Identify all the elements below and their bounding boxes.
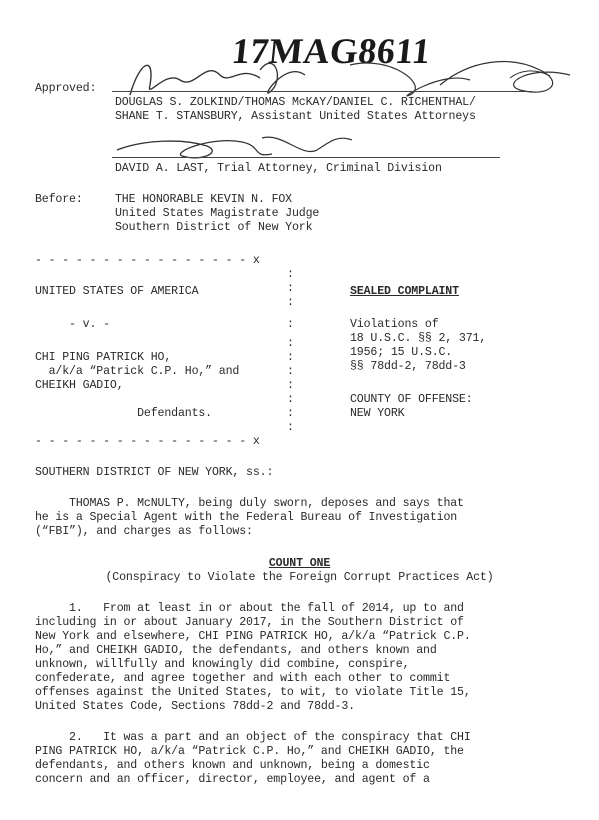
caption-bottom-dashes: - - - - - - - - - - - - - - - - x (35, 435, 260, 448)
versus: - v. - (35, 318, 110, 331)
para1-line-1: including in or about January 2017, in the Southern District of (35, 616, 464, 629)
intro-line-0: THOMAS P. McNULTY, being duly sworn, deposes and says that (35, 497, 464, 510)
violations-0: Violations of (350, 318, 439, 331)
before-label: Before: (35, 193, 83, 206)
approved-label: Approved: (35, 82, 97, 95)
colon-5: : (287, 351, 294, 364)
para1-line-0: 1. From at least in or about the fall of 2014, up to and (35, 602, 464, 615)
judge-title: United States Magistrate Judge (115, 207, 320, 220)
intro-line-1: he is a Special Agent with the Federal Bureau of Investigation (35, 511, 458, 524)
para2-line-0: 2. It was a part and an object of the conspiracy that CHI (35, 731, 471, 744)
colon-3: : (287, 318, 294, 331)
county-value: NEW YORK (350, 407, 405, 420)
colon-10: : (287, 421, 294, 434)
plaintiff-name: UNITED STATES OF AMERICA (35, 285, 199, 298)
colon-1: : (287, 282, 294, 295)
count-subtitle: (Conspiracy to Violate the Foreign Corrupt Practices Act) (105, 571, 494, 584)
colon-2: : (287, 296, 294, 309)
violations-3: §§ 78dd-2, 78dd-3 (350, 360, 466, 373)
caption-top-dashes: - - - - - - - - - - - - - - - - x (35, 254, 260, 267)
judge-name: THE HONORABLE KEVIN N. FOX (115, 193, 292, 206)
judge-district: Southern District of New York (115, 221, 313, 234)
defendant-2-name: CHEIKH GADIO, (35, 379, 124, 392)
approval-signature-line (112, 91, 532, 92)
colon-4: : (287, 337, 294, 350)
venue-line: SOUTHERN DISTRICT OF NEW YORK, ss.: (35, 466, 274, 479)
case-number-stamp: 17MAG8611 (229, 31, 433, 71)
defendant-1-aka: a/k/a “Patrick C.P. Ho,” and (35, 365, 240, 378)
para1-line-2: New York and elsewhere, CHI PING PATRICK HO, a/k/a “Patrick C.P. (35, 630, 471, 643)
para2-line-2: defendants, and others known and unknown, being a domestic (35, 759, 430, 772)
trial-attorney-signature-line (112, 157, 500, 158)
colon-6: : (287, 365, 294, 378)
para1-line-7: United States Code, Sections 78dd-2 and 78dd-3. (35, 700, 355, 713)
count-title: COUNT ONE (268, 557, 331, 570)
para1-line-6: offenses against the United States, to wit, to violate Title 15, (35, 686, 471, 699)
para1-line-5: confederate, and agree together and with each other to commit (35, 672, 451, 685)
sealed-complaint-title: SEALED COMPLAINT (350, 285, 459, 298)
violations-2: 1956; 15 U.S.C. (350, 346, 453, 359)
violations-1: 18 U.S.C. §§ 2, 371, (350, 332, 487, 345)
defendants-label: Defendants. (35, 407, 212, 420)
county-label: COUNTY OF OFFENSE: (350, 393, 473, 406)
para1-line-3: Ho,” and CHEIKH GADIO, the defendants, and others known and (35, 644, 437, 657)
para1-line-4: unknown, willfully and knowingly did combine, conspire, (35, 658, 410, 671)
intro-line-2: (“FBI”), and charges as follows: (35, 525, 253, 538)
colon-7: : (287, 379, 294, 392)
colon-8: : (287, 393, 294, 406)
para2-line-1: PING PATRICK HO, a/k/a “Patrick C.P. Ho,” and CHEIKH GADIO, the (35, 745, 464, 758)
approvers-line-2: SHANE T. STANSBURY, Assistant United States Attorneys (115, 110, 476, 123)
colon-0: : (287, 268, 294, 281)
approvers-line-1: DOUGLAS S. ZOLKIND/THOMAS McKAY/DANIEL C. RICHENTHAL/ (115, 96, 476, 109)
second-approver: DAVID A. LAST, Trial Attorney, Criminal Division (115, 162, 442, 175)
para2-line-3: concern and an officer, director, employee, and agent of a (35, 773, 430, 786)
colon-9: : (287, 407, 294, 420)
defendant-1-name: CHI PING PATRICK HO, (35, 351, 172, 364)
